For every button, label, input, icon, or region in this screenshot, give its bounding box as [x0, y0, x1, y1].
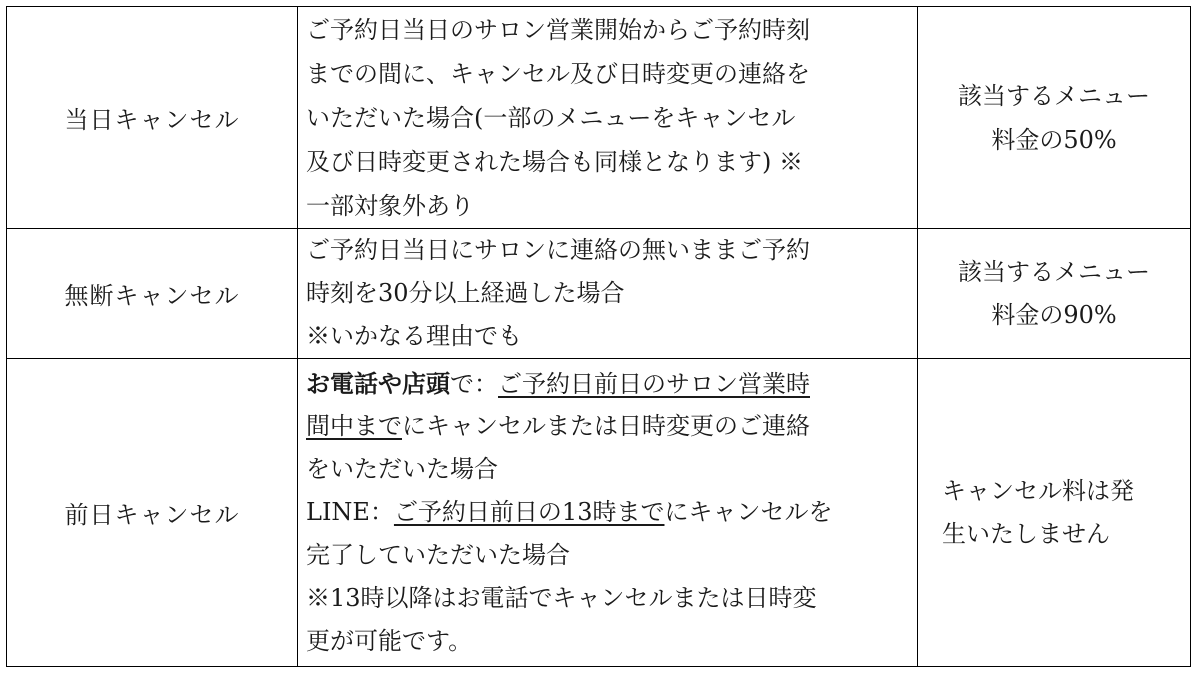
row-label-cell	[7, 359, 298, 667]
deadline-text: 間中まで	[306, 412, 402, 440]
description-line: ※いかなる理由でも	[306, 322, 522, 350]
row-fee-cell	[918, 7, 1191, 229]
cancellation-policy-table	[6, 6, 1191, 667]
fee-line: 料金の90%	[991, 300, 1117, 329]
description-text: にキャンセルを	[664, 498, 833, 526]
row-label: 当日キャンセル	[64, 106, 240, 134]
table-row	[7, 229, 1191, 359]
fee-line: 生いたしません	[942, 519, 1110, 548]
row-fee-cell	[918, 229, 1191, 359]
description-line: 及び日時変更された場合も同様となります) ※	[306, 147, 803, 176]
description-line: をいただいた場合	[306, 455, 498, 483]
description-line: いただいた場合(一部のメニューをキャンセル	[306, 103, 796, 132]
description-line: までの間に、キャンセル及び日時変更の連絡を	[306, 59, 810, 88]
row-label: 前日キャンセル	[64, 501, 240, 529]
table-row	[7, 359, 1191, 667]
row-label-cell	[7, 229, 298, 359]
description-line	[306, 491, 913, 534]
deadline-text: ご予約日前日のサロン営業時	[498, 370, 810, 398]
line-label: LINE：	[306, 498, 394, 526]
description-line: 更が可能です。	[306, 627, 473, 655]
description-text: にキャンセルまたは日時変更のご連絡	[402, 412, 810, 440]
description-line: ご予約日当日のサロン営業開始からご予約時刻	[306, 15, 810, 44]
fee-line: 料金の50%	[991, 125, 1117, 154]
description-line: ※13時以降はお電話でキャンセルまたは日時変	[306, 584, 817, 612]
description-line: 完了していただいた場合	[306, 541, 570, 569]
fee-line: 該当するメニュー	[958, 81, 1150, 110]
description-line	[306, 362, 913, 405]
row-label-cell	[7, 7, 298, 229]
description-line: ご予約日当日にサロンに連絡の無いままご予約	[306, 236, 810, 264]
row-fee-cell	[918, 359, 1191, 667]
description-line: 一部対象外あり	[306, 191, 474, 220]
fee-line: 該当するメニュー	[958, 257, 1150, 286]
description-line: 時刻を30分以上経過した場合	[306, 279, 625, 307]
deadline-text: ご予約日前日の13時まで	[393, 498, 665, 526]
phone-or-store-label: お電話や店頭	[306, 369, 450, 398]
colon-text: で：	[450, 370, 498, 398]
row-description-cell	[298, 359, 918, 667]
fee-line: キャンセル料は発	[942, 476, 1134, 505]
row-description-cell	[298, 229, 918, 359]
row-description-cell	[298, 7, 918, 229]
table-row	[7, 7, 1191, 229]
row-label: 無断キャンセル	[64, 282, 240, 310]
description-line	[306, 405, 913, 448]
